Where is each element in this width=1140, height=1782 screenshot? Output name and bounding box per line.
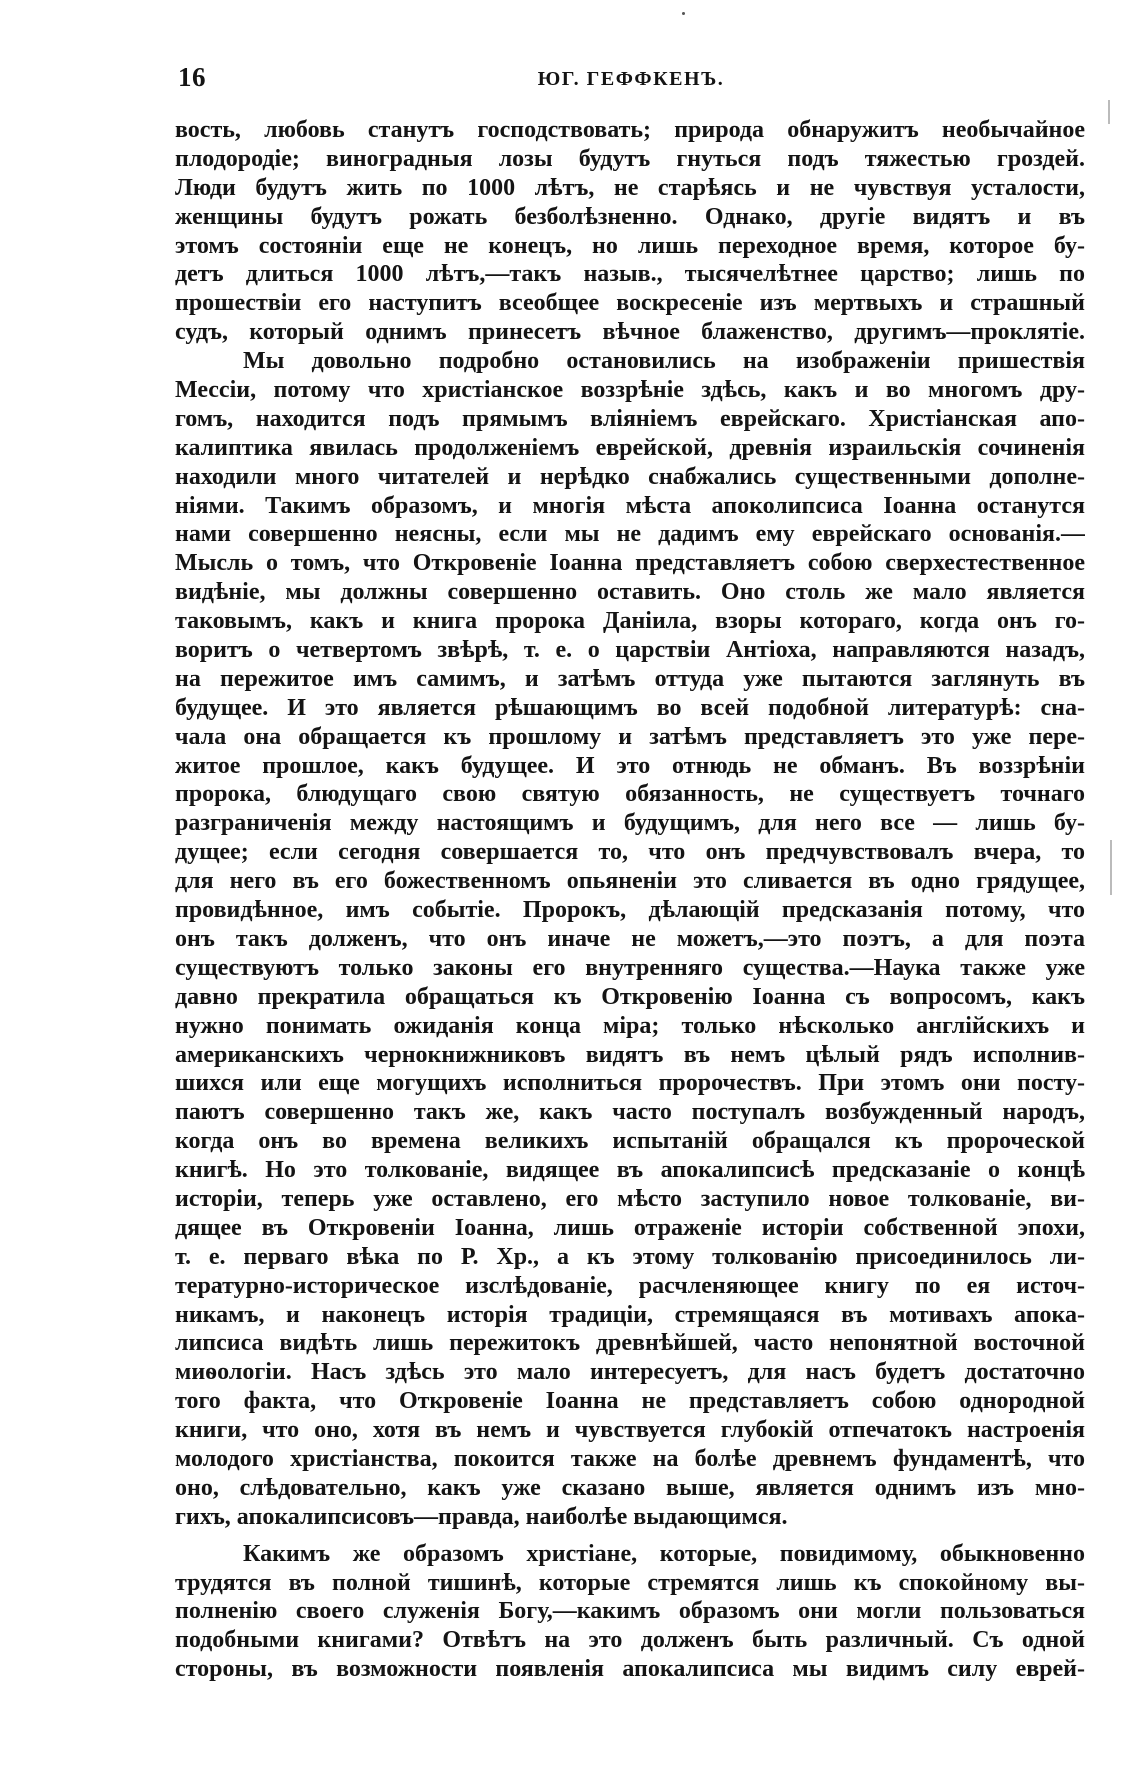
text-line: судъ, который однимъ принесетъ вѣчное блаженство, другимъ—проклятіе. xyxy=(175,319,1085,346)
text-line: будущее. И это является рѣшающимъ во всей подобной литературѣ: сна- xyxy=(175,694,1085,721)
text-line: дущее; если сегодня совершается то, что онъ предчувствовалъ вчера, то xyxy=(175,839,1085,866)
text-line: воритъ о четвертомъ звѣрѣ, т. е. о царствіи Антіоха, направляются назадъ, xyxy=(175,637,1085,664)
text-line: дящее въ Откровеніи Іоанна, лишь отраженіе исторіи собственной эпохи, xyxy=(175,1214,1085,1241)
text-line: существуютъ только законы его внутренняго существа.—Наука также уже xyxy=(175,954,1085,981)
text-line: трудятся въ полной тишинѣ, которые стремятся лишь къ спокойному вы- xyxy=(175,1569,1085,1596)
body-text xyxy=(175,116,1085,1684)
text-line: житое прошлое, какъ будущее. И это отнюдь не обманъ. Въ воззрѣніи xyxy=(175,752,1085,779)
dust-speck xyxy=(682,12,685,15)
text-line: пророка, блюдущаго свою святую обязанность, не существуетъ точнаго xyxy=(175,781,1085,808)
text-line: нами совершенно неясны, если мы не дадимъ ему еврейскаго основанія.— xyxy=(175,521,1085,548)
text-line: липсиса видѣть лишь пережитокъ древнѣйшей, часто непонятной восточной xyxy=(175,1330,1085,1357)
paragraph-2 xyxy=(175,347,1085,1532)
text-line: таковымъ, какъ и книга пророка Даніила, взоры котораго, когда онъ го- xyxy=(175,608,1085,635)
text-line: Мессіи, потому что христіанское воззрѣніе здѣсь, какъ и во многомъ дру- xyxy=(175,377,1085,404)
text-line: находили много читателей и нерѣдко снабжались существенными дополне- xyxy=(175,463,1085,490)
margin-mark xyxy=(1108,100,1110,124)
text-line: вость, любовь станутъ господствовать; природа обнаружитъ необычайное xyxy=(175,117,1085,143)
text-line: подобными книгами? Отвѣтъ на это долженъ быть различный. Съ одной xyxy=(175,1627,1085,1654)
text-line: видѣніе, мы должны совершенно оставить. Оно столь же мало является xyxy=(175,579,1085,606)
text-line: молодого христіанства, покоится также на болѣе древнемъ фундаментѣ, что xyxy=(175,1445,1085,1472)
text-line: стороны, въ возможности появленія апокалипсиса мы видимъ силу еврей- xyxy=(175,1656,1085,1683)
text-line: Мысль о томъ, что Откровеніе Іоанна представляетъ собою сверхестественное xyxy=(175,550,1085,577)
text-line: книги, что оно, хотя въ немъ и чувствуется глубокій отпечатокъ настроенія xyxy=(175,1417,1085,1444)
running-head: ЮГ. ГЕФФКЕНЪ. xyxy=(537,68,725,90)
page-header xyxy=(178,58,1084,98)
text-line: Мы довольно подробно остановились на изображеніи пришествія xyxy=(243,348,1085,375)
text-line: тературно-историческое изслѣдованіе, расчленяющее книгу по ея источ- xyxy=(175,1272,1085,1299)
text-line: калиптика явилась продолженіемъ еврейской, древнія израильскія сочиненія xyxy=(175,434,1085,461)
text-line: никамъ, и наконецъ исторія традиціи, стремящаяся въ мотивахъ апока- xyxy=(175,1301,1085,1328)
text-line: когда онъ во времена великихъ испытаній обращался къ пророческой xyxy=(175,1128,1085,1155)
text-line: шихся или еще могущихъ исполниться пророчествъ. При этомъ они посту- xyxy=(175,1070,1085,1097)
text-line: ніями. Такимъ образомъ, и многія мѣста апоколипсиса Іоанна останутся xyxy=(175,492,1085,519)
text-line: исторіи, теперь уже оставлено, его мѣсто заступило новое толкованіе, ви- xyxy=(175,1185,1085,1212)
text-line: провидѣнное, имъ событіе. Пророкъ, дѣлающій предсказанія потому, что xyxy=(175,897,1085,924)
text-line: разграниченія между настоящимъ и будущимъ, для него все — лишь бу- xyxy=(175,810,1085,837)
text-line: гихъ, апокалипсисовъ—правда, наиболѣе выдающимся. xyxy=(175,1503,788,1530)
text-line: гомъ, находится подъ прямымъ вліяніемъ еврейскаго. Христіанская апо- xyxy=(175,405,1085,432)
text-line: книгѣ. Но это толкованіе, видящее въ апокалипсисѣ предсказаніе о концѣ xyxy=(175,1157,1085,1184)
text-line: онъ такъ долженъ, что онъ иначе не можетъ,—это поэтъ, а для поэта xyxy=(175,925,1085,952)
text-line: для него въ его божественномъ опьяненіи это сливается въ одно грядущее, xyxy=(175,868,1085,895)
text-line: женщины будутъ рожать безболѣзненно. Однако, другіе видятъ и въ xyxy=(175,203,1085,230)
text-line: того факта, что Откровеніе Іоанна не представляетъ собою однородной xyxy=(175,1388,1085,1415)
text-line: на пережитое имъ самимъ, и затѣмъ оттуда уже пытаются заглянуть въ xyxy=(175,665,1085,692)
paragraph-1 xyxy=(175,116,1085,347)
text-line: Какимъ же образомъ христіане, которые, повидимому, обыкновенно xyxy=(243,1540,1085,1567)
paragraph-gap xyxy=(175,1532,1085,1540)
text-line: Люди будутъ жить по 1000 лѣтъ, не старѣясь и не чувствуя усталости, xyxy=(175,174,1085,201)
text-line: прошествіи его наступитъ всеобщее воскресеніе изъ мертвыхъ и страшный xyxy=(175,290,1085,317)
text-line: плодородіе; виноградныя лозы будутъ гнуться подъ тяжестью гроздей. xyxy=(175,145,1085,172)
text-line: паютъ совершенно такъ же, какъ часто поступалъ возбужденный народъ, xyxy=(175,1099,1085,1126)
text-line: нужно понимать ожиданія конца міра; только нѣсколько англійскихъ и xyxy=(175,1012,1085,1039)
text-line: этомъ состояніи еще не конецъ, но лишь переходное время, которое бу- xyxy=(175,232,1085,259)
text-line: давно прекратила обращаться къ Откровенію Іоанна съ вопросомъ, какъ xyxy=(175,983,1085,1010)
text-line: чала она обращается къ прошлому и затѣмъ представляетъ это уже пере- xyxy=(175,723,1085,750)
paragraph-3 xyxy=(175,1540,1085,1684)
page-number: 16 xyxy=(178,62,206,92)
text-line: т. е. перваго вѣка по Р. Хр., а къ этому толкованію присоединилось ли- xyxy=(175,1243,1085,1270)
text-line: оно, слѣдовательно, какъ уже сказано выше, является однимъ изъ мно- xyxy=(175,1474,1085,1501)
margin-mark xyxy=(1110,840,1112,895)
text-line: детъ длиться 1000 лѣтъ,—такъ назыв., тысячелѣтнее царство; лишь по xyxy=(175,261,1085,288)
text-line: полненію своего служенія Богу,—какимъ образомъ они могли пользоваться xyxy=(175,1598,1085,1625)
text-line: миѳологіи. Насъ здѣсь это мало интересуетъ, для насъ будетъ достаточно xyxy=(175,1359,1085,1386)
text-line: американскихъ чернокнижниковъ видятъ въ немъ цѣлый рядъ исполнив- xyxy=(175,1041,1085,1068)
